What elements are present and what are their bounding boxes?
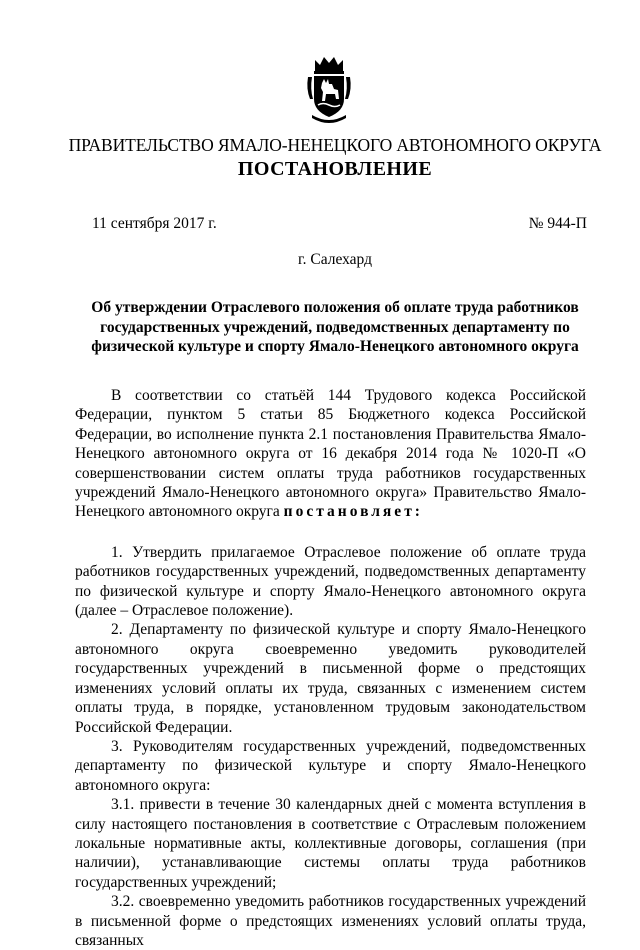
clause-3-1: 3.1. привести в течение 30 календарных дней с момента вступления в силу настоящего постановления в соответствие с Отраслевым положением локальные нормативные акты, коллективные договоры, соглашения (при наличии), устанавливающие системы оплаты труда работников государственных учреждений; (75, 796, 586, 891)
clause-3: 3. Руководителям государственных учреждений, подведомственных департаменту по физической культуре и спорту Ямало-Ненецкого автономного округа: (75, 737, 586, 794)
clause-1: 1. Утвердить прилагаемое Отраслевое положение об оплате труда работников государственных учреждений, подведомственных департаменту по физической культуре и спорту Ямало-Ненецкого автономного округа (далее – Отраслевое положение). (75, 543, 586, 620)
document-date: 11 сентября 2017 г. (92, 215, 217, 232)
document-type: ПОСТАНОВЛЕНИЕ (237, 158, 433, 180)
document-title: Об утверждении Отраслевого положения об оплате труда работников государственных учреждений, подведомственных департаменту по физической культуре и спорту Ямало-Ненецкого автономного округа (91, 299, 579, 355)
clause-3-2: 3.2. своевременно уведомить работников государственных учреждений в письменной форме о предстоящих изменениях условий оплаты труда, связанных (75, 893, 586, 949)
organization-name: ПРАВИТЕЛЬСТВО ЯМАЛО-НЕНЕЦКОГО АВТОНОМНОГО ОКРУГА (68, 135, 602, 155)
decree-word: постановляет: (283, 503, 423, 521)
clause-2: 2. Департаменту по физической культуре и спорту Ямало-Ненецкого автономного округа своевременно уведомить руководителей государственных учреждений в письменной форме о предстоящих изменениях условий оплаты их труда, связанных с изменением систем оплаты труда, в порядке, установленном трудовым законодательством Российской Федерации. (75, 621, 586, 736)
document-number: № 944-П (528, 215, 587, 232)
preamble-paragraph (75, 386, 586, 522)
document-city: г. Салехард (298, 251, 372, 268)
document-body (75, 386, 586, 950)
preamble-text: В соответствии со статьёй 144 Трудового кодекса Российской Федерации, пунктом 5 статьи 85 Бюджетного кодекса Российской Федерации, во исполнение пункта 2.1 постановления Правительства Ямало-Ненецкого автономного округа от 16 декабря 2014 года № 1020-П «О совершенствовании систем оплаты труда работников государственных учреждений Ямало-Ненецкого автономного округа» Правительство Ямало-Ненецкого автономного округа (75, 387, 586, 521)
yamal-nenets-coat-of-arms-icon (306, 55, 352, 123)
